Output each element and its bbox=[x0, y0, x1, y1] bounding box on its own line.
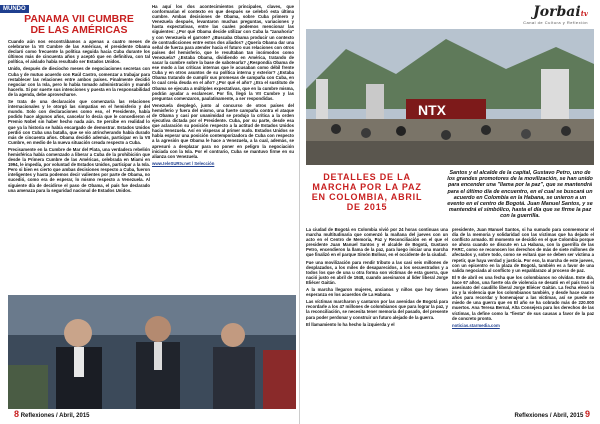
right-footer bbox=[515, 409, 591, 419]
paragraph: El 9 de abril es una fecha que los colombianos no olvidan. Este día, hace 67 años, una fuerte ola de violencia se desató en el país tras el asesinato del caudillo liberal Jorge Eliécer Gaitán. La fecha elevó la ira y la violencia que los colombianos también, y desde hace cuatro años para recordar y homenajear a las víctimas, así se puede se miedo de una guerra que en El año se ha cobrado más de 220.000 muertos. Ana Teresa Bernal, Alta Consejera para los derechos de las víctimas, la define como la "fiesta" de sus causas a favor de la paz de concreto pronto. bbox=[452, 274, 594, 321]
paragraph: Venezuela desplegó, junto al concurso de otros países del hemisferio y fuera del mismo, una fuerte campaña contra el ataque de Obama y casi por unanimidad se produjo la crítica a la orden ejecutiva dictada por el Presidente. Cuba, por su parte, desde esa que aclaración su posición respecto a la actitud de Estados Unidos hacia Venezuela. Así en vísperas al primer nudo. Estados Unidos se había esperar una posición contemporizadora de Cuba con respecto a la agresión que Obama le hace a Venezuela, a la cual, además, se apresuró a desplazar para no poner en peligro la negociación iniciada con la Isla. Por el contrario, Cuba se mantuvo firme en su alianza con Venezuela. bbox=[152, 102, 294, 159]
paragraph: El llamamiento lo ha hecho la izquierda y el bbox=[306, 321, 395, 327]
paragraph: Cuando aún nos encontrábamos a apenas a cuatro meses de celebrarse la VII Cumbre de las Américas, el presidente Obama declaró como frecuente la política seguida hacia Cuba durante los últimos más de cincuenta años y aceptó que en definitiva, con tal política, el aislado había resultado ser Estados Unidos. bbox=[8, 39, 150, 65]
right-column-2 bbox=[452, 227, 594, 397]
left-column-2 bbox=[152, 4, 294, 294]
summit-photo-illustration bbox=[8, 295, 296, 409]
left-footer bbox=[14, 409, 90, 419]
paragraph: Se trata de una declaración que comenzaría las relaciones internacionales y le otorgó las simpatías en el hemisferio y del mundo. Solo con declaraciones como eso, el Presidente, había podido hace algunos años, cancelar lo decía que le concedieron el Premio Nobel sin haber hecho nada aún. Se percibe en realidad lo que ya la historia se había encargado de demostrar. Estados Unidos perdió con Cuba una batalla, que se vio atrincherando había durado más de cincuenta años. Obama decidió además, participar en la VII Cumbre, en medio de la nueva situación creada respecto a Cuba. bbox=[8, 99, 150, 145]
march-photo bbox=[306, 29, 594, 165]
paragraph: Ha aquí los dos acontecimientos principales, claves, que conformarían el contexto en que después se celebró esta última cumbre. Ambas decisiones de Obama, sobre Cuba primero y Venezuela después, levantaron muchas preguntas, variaciones y hasta expectativas, entre las cuales podemos mencionar las siguientes: ¿Por qué Obama decide utilizar con Cuba la "zanahoria" y con Venezuela el garrote? ¿Buscaba Obama producir un contexto de contradicciones entre estos dos aliados? ¿Quería Obama dar una señal de fuerza para atender hacia el futuro sus relaciones con otros países del hemisferio, que le resultaban tan incómodos como Venezuela? ¿Estaba Obama, dividiendo en América, tratando de sacar la cumbre sobre la base de sabotearla? ¿Respondía Obama de ese modo a las críticas internas que le acusaban como débil frente Cuba y en otros asuntos de su política interna y exterior? ¿Estaba Obama tratando de cumplir sus promesas de campaña con Cuba, en lo cual creía deuda en el año? ¿Por qué el año? ¿Era el sustituto de Obama se ejecuta a múltiples expectativas, que en la cumbre misma, podrán ayudar a esclarecer. Por fin, llegó la VII Cumbre y las preguntas comenzaron, paulatinamente, a ser respondidas. bbox=[152, 4, 294, 101]
source-link[interactable]: www.teleSURtv.net / Selección bbox=[152, 160, 215, 166]
banner-logo-text: NTX bbox=[418, 102, 446, 118]
paragraph: La ciudad de Bogotá en Colombia vivió por 24 horas continuas una marcha multitudinaria que comenzó la mañana del jueves con un acto en el Centro de Memoria, Paz y Reconciliación en el que el presidente Juan Manuel Santos y el alcalde de Bogotá, Gustavo Petro, encendieron la llama de la paz, para luego iniciar una marcha que finalizó en el parque Simón Bolívar, en el occidente de la ciudad. bbox=[306, 227, 448, 258]
right-column-1 bbox=[306, 227, 448, 407]
photo-caption: Santos y el alcalde de la capital, Gustavo Petro, uno de los grandes promotores de la movilización, se han unido para encender una "llama por la paz", que se mantendrá para el último día de encuentro, en el cual se buscará un acuerdo en Colombia en la Habana, se unieron a un evento en el centro de Bogotá. Juan Manuel Santos, y se mantendrá el simbólico, hasta el día que se firme la paz con la guerrilla. bbox=[447, 170, 593, 220]
page-number: 8 bbox=[14, 409, 20, 419]
page-number: 9 bbox=[584, 409, 590, 419]
magazine-logo bbox=[533, 4, 588, 20]
footer-text: Reflexiones / Abril, 2015 bbox=[514, 413, 584, 419]
right-headline: DETALLES DE LA MARCHA POR LA PAZ EN COLOMBIA, ABRIL DE 2015 bbox=[311, 172, 423, 212]
summit-photo bbox=[8, 295, 296, 409]
left-column-1 bbox=[8, 39, 150, 339]
paragraph: presidente, Juan Manuel Santos, si ha sumado para conmemorar el día de la memoria y solidaridad con las víctimas que ha dejado el conflicto armado. El momento se decidió en el que Colombia porque se ahora cuando se discute en La Habana, con la guerrilla de las FARC, como se reconocen los derechos de más de siete millones de afectados y, sobre todo, como se evitará que se deben ser víctima a repetir, que haya verdad y justicia. Por eso, la marcha de este jueves, con un epicentro en la plaza de Bogotá, también es a favor de una salida negociada al conflicto y un espaldarazo al proceso de paz. bbox=[452, 227, 594, 273]
right-page bbox=[300, 0, 600, 424]
section-tag: MUNDO bbox=[0, 5, 29, 13]
source-link[interactable]: noticias.starmedia.com bbox=[452, 322, 500, 328]
march-photo-illustration bbox=[306, 29, 594, 165]
left-headline: PANAMA VII CUMBRE DE LAS AMÉRICAS bbox=[24, 13, 134, 36]
paragraph: Unido, después de dieciocho meses de negociaciones secretas con Cuba y de mutuo acuerdo con Raúl Castro, comenzar a trabajar para restablecer las relaciones entre ambos países. Finalmente decidió negociar con la Isla, pero lo había tomado administración y mandó hacerlo. Si por suerte sus intenciones y puesta en la responsabilidad de la agenda, debe aprovecharse. bbox=[8, 66, 150, 97]
paragraph: Precisamente en la Cumbre de Mar del Plata, una verdadera rebelión hemisférica había comenzado a liberar a Cuba de la prohibición que desde la Primera Cumbre de las Américas, celebrada en Miami en 1994, le impedía, por voluntad de Estados Unidos, participar a la Isla. Pero si bien es cierto que ambas decisiones respecto a Cuba, fueron inteligentes y hasta podemos decir valientes por parte de Obama, no sucedió, como era de esperar, lo mismo respecto a Venezuela. Al siguiente día de decidirse el paso de Obama, el país fue declarado una amenaza para la seguridad nacional de Estados Unidos. bbox=[8, 146, 150, 193]
logo-subtitle: Canal de Cultura y Reflexión bbox=[523, 20, 588, 25]
paragraph: Las víctimas marcharon y cantaron por las avenidas de Bogotá para recordarle a los 47 millones de colombianos que para lograr la paz, y la reconciliación, se necesita tener memoria del pasado, del presente para poder perdonar y construir un futuro alejado de la guerra. bbox=[306, 299, 448, 320]
footer-text: Reflexiones / Abril, 2015 bbox=[20, 413, 90, 419]
paragraph: Fue una movilización para rendir tributo a las casi seis millones de desplazados, a los miles de desaparecidos, a los secuestrados y a todos los que de una u otra forma son víctimas de esta guerra, que nació justo en abril de 1948, cuando asesinaron al líder liberal Jorge Eliécer Gaitán. bbox=[306, 259, 448, 285]
paragraph: A la marcha llegaron mujeres, ancianos y niños que hoy tienen esperanza en los acuerdos de La Habana. bbox=[306, 287, 448, 298]
logo-tv: tv bbox=[580, 9, 588, 18]
logo-main: Jorbai bbox=[533, 4, 581, 20]
